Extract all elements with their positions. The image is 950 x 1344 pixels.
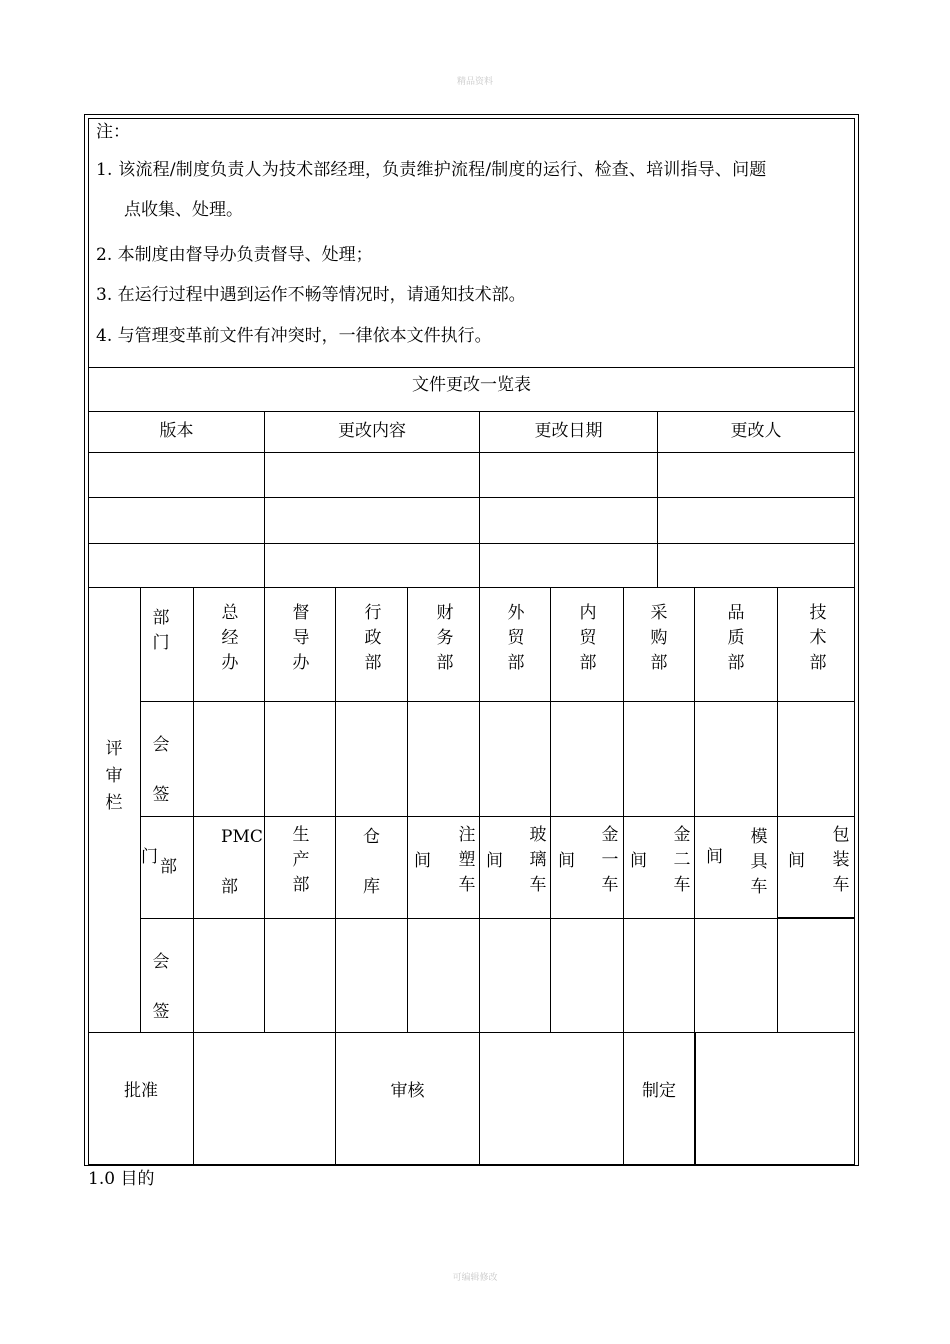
sign-cell: [479, 701, 551, 817]
dept-metal1-workshop: 金一车: [601, 825, 619, 895]
dept-label-2b: 部: [160, 857, 177, 877]
dept-production: 生产部: [292, 825, 310, 895]
dept-warehouse-b: 库: [363, 877, 380, 897]
dept-label: 部门: [152, 608, 170, 653]
prepare-sign-cell: [694, 1032, 855, 1165]
sign-label-2: 会签: [152, 952, 170, 1022]
change-table-cell: [657, 497, 855, 544]
sign-cell: [335, 918, 408, 1033]
dept-label-2a: 门: [141, 847, 158, 867]
footer-watermark: 可编辑修改: [452, 1273, 498, 1283]
dept-packing-workshop-suffix: 间: [788, 851, 805, 871]
dept-injection-workshop: 注塑车: [458, 825, 476, 895]
dept-pmc-suffix: 部: [221, 877, 238, 897]
sign-label: 会签: [152, 735, 170, 805]
section-title: 1.0 目的: [88, 1169, 155, 1189]
change-table-cell: [657, 543, 855, 588]
note-item-4: 4. 与管理变革前文件有冲突时，一律依本文件执行。: [96, 326, 492, 346]
change-table-cell: [479, 543, 658, 588]
change-table-cell: [264, 543, 480, 588]
dept-mold-workshop-suffix: 间: [706, 847, 723, 867]
dept-glass-workshop-suffix: 间: [486, 851, 503, 871]
sign-cell: [550, 701, 624, 817]
dept-metal2-workshop-suffix: 间: [630, 851, 647, 871]
dept-metal1-workshop-suffix: 间: [558, 851, 575, 871]
dept-domestic-trade: 内贸部: [579, 603, 597, 673]
prepare-label: 制定: [642, 1081, 676, 1101]
dept-purchasing: 采购部: [650, 603, 668, 673]
review-sign-cell: [479, 1032, 624, 1165]
change-table-cell: [88, 543, 265, 588]
sign-cell: [777, 701, 855, 817]
note-item-2: 2. 本制度由督导办负责督导、处理；: [96, 245, 373, 265]
change-table-cell: [264, 497, 480, 544]
dept-injection-workshop-suffix: 间: [414, 851, 431, 871]
sign-cell: [193, 701, 265, 817]
dept-pmc: PMC: [221, 827, 263, 847]
sign-cell: [335, 701, 408, 817]
approve-sign-cell: [193, 1032, 336, 1165]
sign-cell: [623, 701, 695, 817]
notes-label: 注：: [96, 122, 130, 142]
sign-cell: [407, 701, 480, 817]
header-version: 版本: [159, 421, 194, 441]
dept-quality: 品质部: [727, 603, 745, 673]
note-item-1-cont: 点收集、处理。: [124, 200, 243, 220]
change-table-cell: [264, 452, 480, 498]
dept-metal2-workshop: 金二车: [673, 825, 691, 895]
note-item-3: 3. 在运行过程中遇到运作不畅等情况时，请通知技术部。: [96, 285, 526, 305]
dept-mold-workshop: 模具车: [750, 827, 768, 897]
sign-cell: [264, 701, 336, 817]
header-content: 更改内容: [338, 421, 406, 441]
sign-cell: [193, 918, 265, 1033]
approve-label: 批准: [124, 1081, 158, 1101]
change-table-cell: [88, 497, 265, 544]
change-table-cell: [88, 452, 265, 498]
header-date: 更改日期: [534, 421, 603, 441]
sign-cell: [550, 918, 624, 1033]
change-table-title: 文件更改一览表: [412, 375, 531, 395]
review-label: 评审栏: [105, 739, 123, 813]
dept-general-office: 总经办: [221, 603, 239, 673]
dept-packing-workshop: 包装车: [832, 825, 850, 895]
sign-cell: [407, 918, 480, 1033]
sign-cell: [694, 918, 778, 1033]
dept-foreign-trade: 外贸部: [507, 603, 525, 673]
note-item-1: 1. 该流程/制度负责人为技术部经理，负责维护流程/制度的运行、检查、培训指导、问题: [96, 160, 767, 180]
dept-technical: 技术部: [809, 603, 827, 673]
review-label-2: 审核: [390, 1081, 425, 1101]
header-watermark: 精品资料: [456, 77, 493, 87]
dept-finance: 财务部: [436, 603, 454, 673]
sign-cell: [777, 918, 855, 1033]
sign-cell: [623, 918, 695, 1033]
sign-cell: [694, 701, 778, 817]
change-table-cell: [479, 452, 658, 498]
dept-admin: 行政部: [364, 603, 382, 673]
dept-glass-workshop: 玻璃车: [529, 825, 547, 895]
sign-cell: [264, 918, 336, 1033]
change-table-cell: [479, 497, 658, 544]
header-person: 更改人: [730, 421, 782, 441]
dept-warehouse-a: 仓: [363, 827, 380, 847]
sign-cell: [479, 918, 551, 1033]
change-table-cell: [657, 452, 855, 498]
dept-supervision: 督导办: [292, 603, 310, 673]
